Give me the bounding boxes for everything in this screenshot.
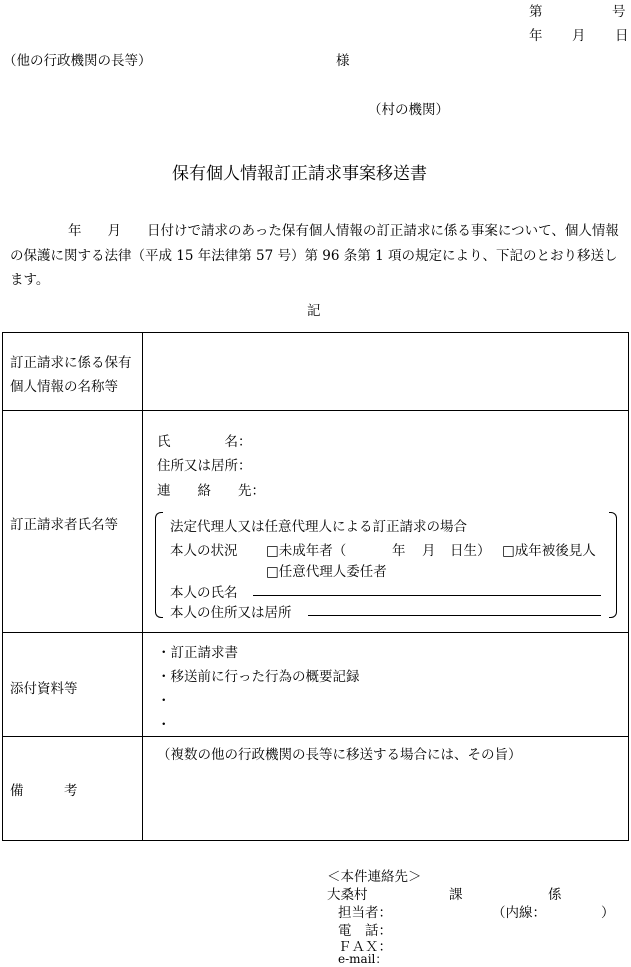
doc-number-prefix: 第: [529, 4, 543, 20]
remarks-note: （複数の他の行政機関の長等に移送する場合には、その旨）: [157, 747, 522, 763]
attachment-item: ・: [157, 717, 171, 733]
row1-label-line2: 個人情報の名称等: [10, 379, 118, 395]
contact-extension-close: ）: [601, 905, 615, 921]
contact-section: 課: [449, 887, 463, 903]
row4-label: 備 考: [10, 783, 78, 799]
attachment-item: ・移送前に行った行為の概要記録: [157, 669, 360, 685]
person-name-underline: [253, 583, 601, 596]
attachment-item: ・訂正請求書: [157, 645, 238, 661]
row4-label-cell: [3, 737, 143, 841]
guardian-checkbox: □成年被後見人: [502, 543, 596, 559]
body-month: 月: [107, 223, 121, 239]
date-year: 年: [529, 28, 543, 44]
row3-label-cell: [3, 633, 143, 737]
body-text-line1: 日付けで請求のあった保有個人情報の訂正請求に係る事案について、個: [147, 223, 579, 239]
birth-year: 年: [392, 543, 406, 559]
address-label: 住所又は居所：: [157, 458, 252, 474]
status-label: 本人の状況: [170, 543, 238, 559]
body-text-rest: 人情報の保護に関する法律（平成 15 年法律第 57 号）第 96 条第 1 項の規定により、下記のとおり移送します。: [10, 223, 619, 288]
body-year: 年: [68, 223, 82, 239]
date-month: 月: [572, 28, 586, 44]
delegate-checkbox: □任意代理人委任者: [266, 564, 387, 580]
agent-heading: 法定代理人又は任意代理人による訂正請求の場合: [170, 519, 467, 535]
birth-month: 月: [422, 543, 436, 559]
name-label: 氏 名：: [157, 434, 252, 450]
person-address-underline: [308, 603, 601, 616]
person-name-label: 本人の氏名: [170, 585, 238, 601]
addressee: （他の行政機関の長等）: [3, 53, 152, 69]
honorific: 様: [336, 53, 350, 69]
contact-phone: 電 話：: [338, 923, 392, 939]
row3-label: 添付資料等: [10, 681, 78, 697]
doc-number-suffix: 号: [612, 4, 626, 20]
contact-org: 大桑村: [327, 887, 368, 903]
row1-content-cell: [143, 333, 629, 411]
contact-fax: ＦＡＸ：: [338, 939, 392, 955]
date-day: 日: [615, 28, 629, 44]
contact-extension: （内線：: [492, 905, 546, 921]
contact-person: 担当者：: [338, 905, 392, 921]
contact-label: 連 絡 先：: [157, 483, 265, 499]
ki-heading: 記: [307, 303, 321, 319]
sender: （村の機関）: [368, 102, 449, 118]
birth-day: 日生）: [450, 543, 491, 559]
contact-email: e-mail：: [338, 952, 388, 966]
contact-heading: ＜本件連絡先＞: [327, 869, 422, 885]
row2-label: 訂正請求者氏名等: [10, 517, 118, 533]
person-address-label: 本人の住所又は居所: [170, 605, 292, 621]
body-paragraph: [10, 219, 626, 293]
row-info-name: [3, 333, 629, 411]
contact-unit: 係: [548, 887, 562, 903]
attachment-item: ・: [157, 693, 171, 709]
row2-label-cell: [3, 411, 143, 633]
row1-label-cell: [3, 333, 143, 411]
row1-label-line1: 訂正請求に係る保有: [10, 355, 132, 371]
minor-checkbox: □未成年者（: [266, 543, 347, 559]
page-title: 保有個人情報訂正請求事案移送書: [172, 164, 427, 184]
